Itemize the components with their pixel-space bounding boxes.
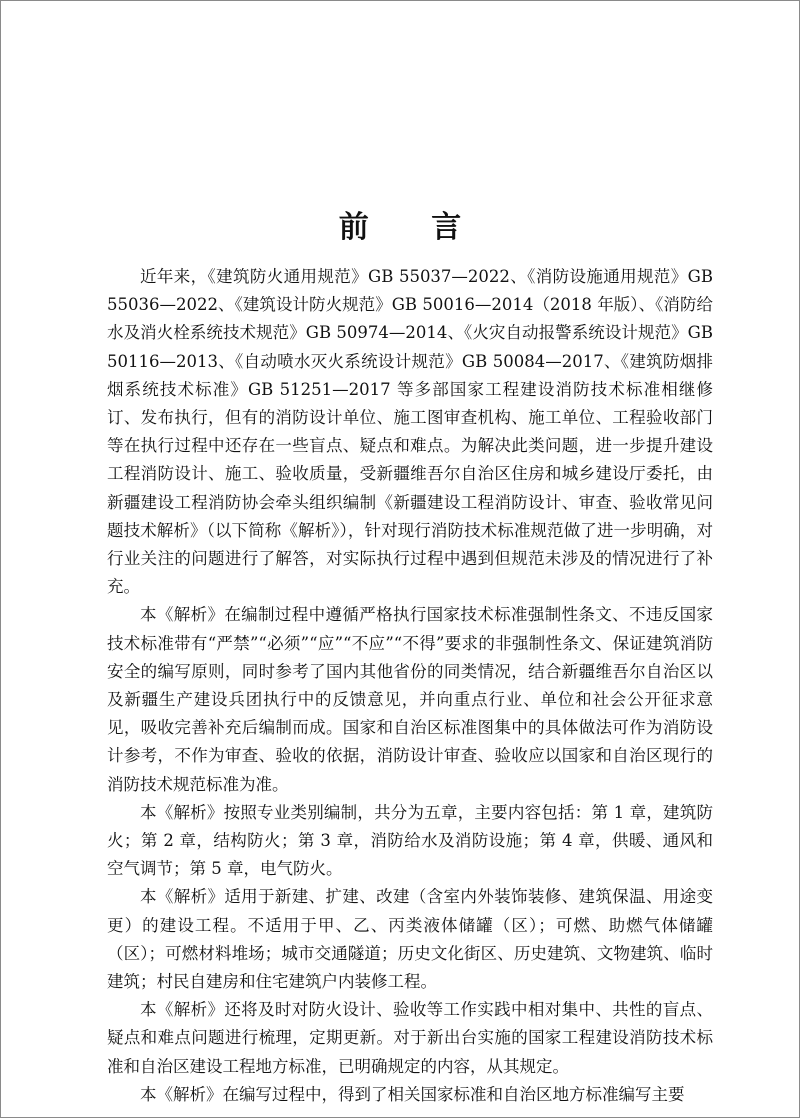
paragraph-acknowledgement: 本《解析》在编写过程中，得到了相关国家标准和自治区地方标准编写主要 [140,1084,685,1104]
preface-body [107,263,713,1109]
page-title: 前 言 [338,210,488,246]
paragraph-chapters: 本《解析》按照专业类别编制，共分为五章，主要内容包括：第 1 章，建筑防火；第 2 章，结构防火；第 3 章，消防给水及消防设施；第 4 章，供暖、通风和空气调节；第 5 章，电气防火。 [107,802,713,879]
paragraph-background: 近年来，《建筑防火通用规范》GB 55037—2022、《消防设施通用规范》GB 55036—2022、《建筑设计防火规范》GB 50016—2014（2018 年版）、《消防给水及消火栓系统技术规范》GB 50974—2014、《火灾自动报警系统设计规范》GB 50116—2013、《自动喷水灭火系统设计规范》GB 50084—2017、《建筑防烟排烟系统技术标准》GB 51251—2017 等多部国家工程建设消防技术标准相继修订、发布执行，但有的消防设计单位、施工图审查机构、施工单位、工程验收部门等在执行过程中还存在一些盲点、疑点和难点。为解决此类问题，进一步提升建设工程消防设计、施工、验收质量，受新疆维吾尔自治区住房和城乡建设厅委托，由新疆建设工程消防协会牵头组织编制《新疆建设工程消防设计、审查、验收常见问题技术解析》（以下简称《解析》），针对现行消防技术标准规范做了进一步明确，对行业关注的问题进行了解答，对实际执行过程中遇到但规范未涉及的情况进行了补充。 [107,267,713,597]
paragraph-scope: 本《解析》适用于新建、扩建、改建（含室内外装饰装修、建筑保温、用途变更）的建设工程。不适用于甲、乙、丙类液体储罐（区）；可燃、助燃气体储罐（区）；可燃材料堆场；城市交通隧道；历史文化街区、历史建筑、文物建筑、临时建筑；村民自建房和住宅建筑户内装修工程。 [107,887,713,992]
paragraph-updates: 本《解析》还将及时对防火设计、验收等工作实践中相对集中、共性的盲点、疑点和难点问题进行梳理，定期更新。对于新出台实施的国家工程建设消防技术标准和自治区建设工程地方标准，已明确规定的内容，从其规定。 [107,1000,713,1076]
paragraph-principles: 本《解析》在编制过程中遵循严格执行国家技术标准强制性条文、不违反国家技术标准带有“严禁”“必须”“应”“不应”“不得”要求的非强制性条文、保证建筑消防安全的编写原则，同时参考了国内其他省份的同类情况，结合新疆维吾尔自治区以及新疆生产建设兵团执行中的反馈意见，并向重点行业、单位和社会公开征求意见，吸收完善补充后编制而成。国家和自治区标准图集中的具体做法可作为消防设计参考，不作为审查、验收的依据，消防设计审查、验收应以国家和自治区现行的消防技术规范标准为准。 [107,605,713,794]
